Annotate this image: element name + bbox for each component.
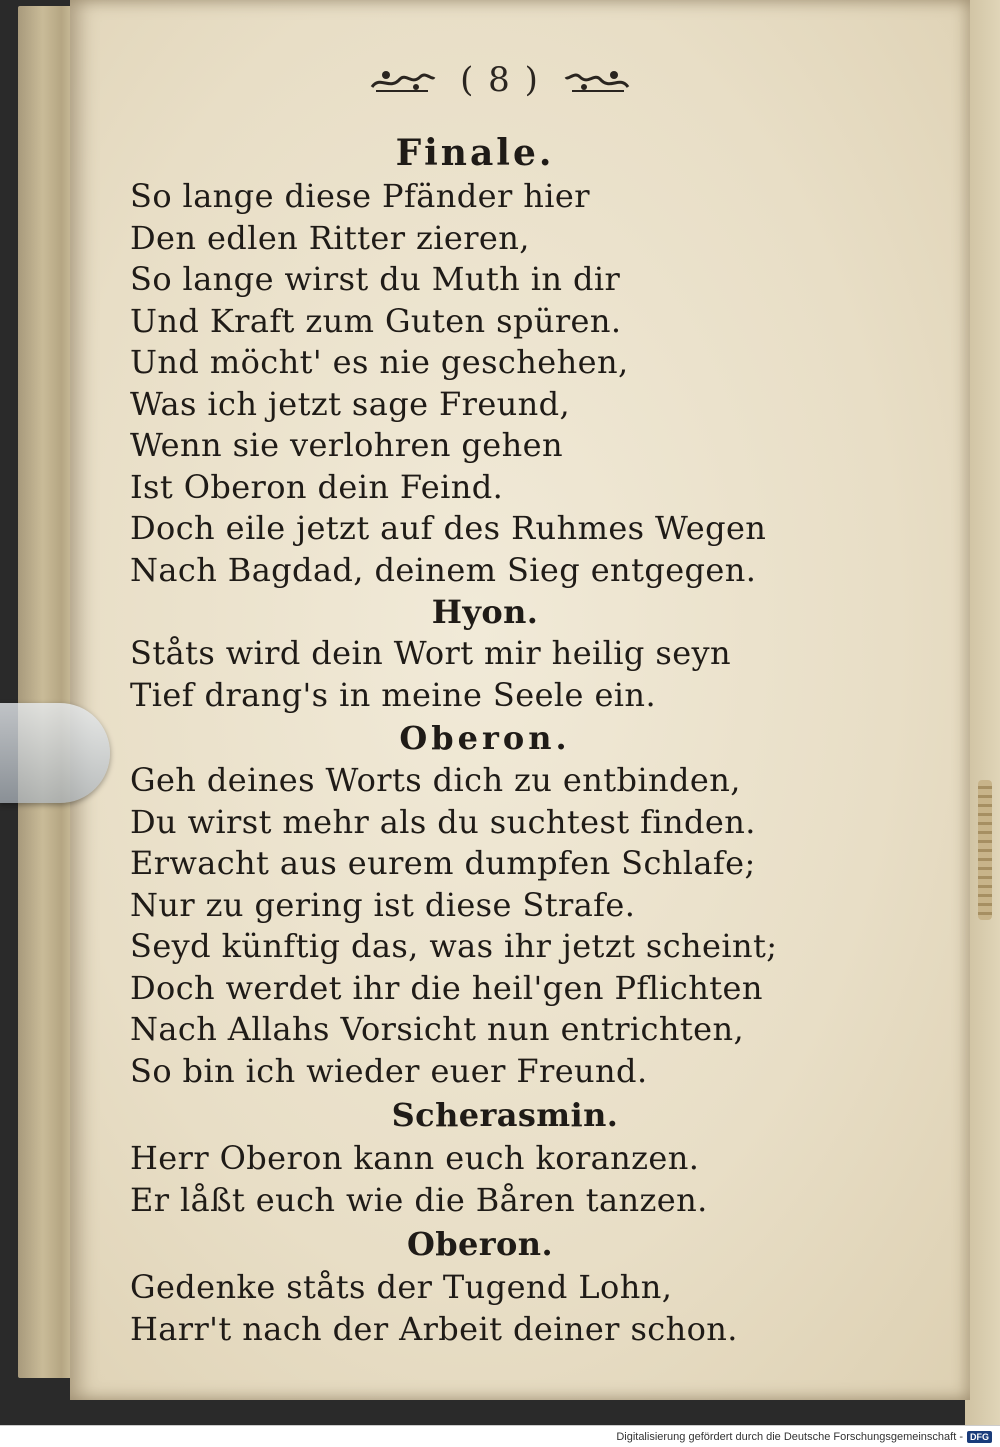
verse-line: Nach Bagdad, deinem Sieg entgegen. [130,550,757,589]
verse-line: Ist Oberon dein Feind. [130,467,504,506]
verse-line: So bin ich wieder euer Freund. [130,1051,648,1090]
verse-line: Herr Oberon kann euch koranzen. [130,1139,700,1177]
ornament-right-icon [564,65,632,95]
heading-finale: Finale. [395,132,555,174]
running-head [340,58,660,102]
verse-line: Doch eile jetzt auf des Ruhmes Wegen [130,509,767,547]
ornament-left-icon [368,65,436,95]
verse-line: Und Kraft zum Guten spüren. [130,301,622,340]
next-page-edge [965,0,1000,1425]
heading-hyon: Hyon. [431,593,539,631]
verse-line: Wenn sie verlohren gehen [130,426,563,464]
verse-line: Er låßt euch wie die Båren tanzen. [130,1180,708,1219]
heading-scherasmin: Scherasmin. [391,1096,619,1134]
footer-credit: Digitalisierung gefördert durch die Deutsche Forschungsgemeinschaft - [616,1430,963,1443]
verse-line: Harr't nach der Arbeit deiner schon. [130,1309,738,1348]
heading-oberon: Oberon. [406,1225,554,1263]
verse-line: Was ich jetzt sage Freund, [130,384,571,423]
binding-thread [978,780,992,920]
page-text [130,130,790,1350]
verse-line: Nur zu gering ist diese Strafe. [130,885,636,924]
verse-line: Du wirst mehr als du suchtest finden. [130,802,756,841]
verse-line: Und möcht' es nie geschehen, [130,343,629,381]
verse-line: So lange diese Pfänder hier [130,177,590,215]
page-clip [0,703,110,803]
verse-line: Doch werdet ihr die heil'gen Pflichten [130,968,763,1007]
heading-oberon: Oberon. [399,719,571,757]
dfg-logo-icon: DFG [967,1431,992,1443]
page-number: ( 8 ) [460,60,540,100]
verse-line: Gedenke ståts der Tugend Lohn, [130,1268,673,1306]
digitization-footer [0,1425,1000,1447]
verse-line: Geh deines Worts dich zu entbinden, [130,761,741,799]
verse-line: Nach Allahs Vorsicht nun entrichten, [130,1010,745,1048]
verse-line: Ståts wird dein Wort mir heilig seyn [130,634,732,672]
verse-line: Seyd künftig das, was ihr jetzt scheint; [130,927,778,965]
verse-line: Tief drang's in meine Seele ein. [130,675,657,714]
verse-line: Den edlen Ritter zieren, [130,218,530,257]
verse-line: So lange wirst du Muth in dir [130,260,621,298]
verse-line: Erwacht aus eurem dumpfen Schlafe; [130,844,756,882]
